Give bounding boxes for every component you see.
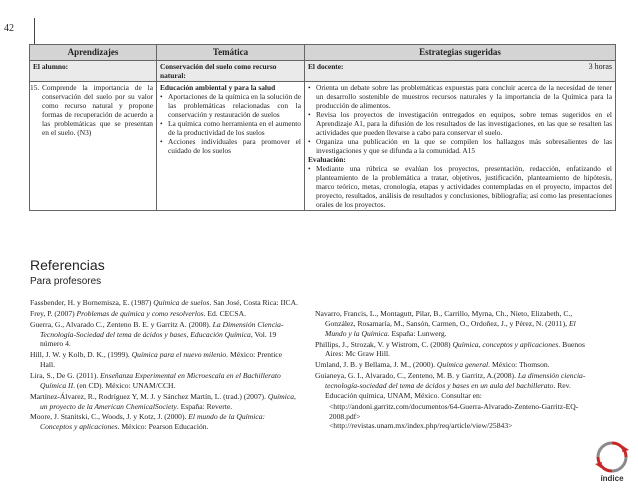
- reference-item: Hill, J. W. y Kolb, D. K., (1999). Química para el nuevo milenio. México: Prentice Hall.: [30, 350, 283, 370]
- reference-link[interactable]: <http://andoni.garritz.com/documentos/64-Guerra-Alvarado-Zenteno-Garritz-EQ-2008.pdf>: [329, 401, 579, 421]
- evaluacion-item: • Mediante una rúbrica se evalúan los proyectos, presentación, redacción, enfatizando el planteamiento de la problemática a tratar, objetivos, justificación, planteamiento de hipótesis, marco teórico, metas, cronología, etapas y actividades contempladas en el proyecto, impactos del proyecto, resultados, análisis de resultados y conclusiones, bibliografía; así como las presentaciones orales de los proyectos.: [308, 164, 612, 209]
- planning-table: [29, 44, 616, 211]
- page-number: 42: [4, 23, 14, 34]
- aprendizaje-text: Comprende la importancia de la conservación del suelo por su valor como recurso natural y propone formas de recuperación de acuerdo a las problemáticas que se presentan en el suelo. (N3): [42, 83, 153, 138]
- references-right-column: [315, 309, 595, 431]
- header-tematica: Temática: [157, 45, 305, 61]
- reference-item: Guerra, G., Alvarado C., Zenteno B. E. y Garritz A. (2008). La Dimensión Ciencia-Tecnología-Sociedad del tema de ácidos y bases, Educación Química, Vol. 19 número 4.: [30, 319, 284, 349]
- index-nav-button[interactable]: [594, 440, 630, 488]
- aprendizaje-cell: [30, 82, 157, 211]
- estrategia-item: • Revisa los proyectos de investigación entregados en equipos, sobre temas sugeridos en el Aprendizaje A1, para la difusión de los resultados de las investigaciones, en las que se resalten las actividades que pueden llevarse a cabo para conservar el suelo.: [308, 110, 612, 137]
- reference-item: Navarro, Francis, L., Montagutt, Pilar, B., Carrillo, Myrna, Ch., Nieto, Elizabeth, C., González, Rosamaría, M., Sansón, Carmen, O., Ordoñez, J., y Pérez, N. (2011), El Mundo y la Química. España: Lunwerg.: [315, 309, 576, 338]
- docente-label: El docente:: [308, 61, 344, 71]
- index-circle-icon: [594, 440, 630, 474]
- tematica-item: • La química como herramienta en el aumento de la productividad de los suelos: [160, 119, 301, 137]
- tematica-label: Conservación del suelo como recurso natural:: [157, 60, 305, 81]
- references-title: Referencias: [30, 257, 105, 273]
- tematica-list: [160, 92, 301, 155]
- evaluacion-label: Evaluación:: [308, 155, 346, 165]
- reference-item: Fassbender, H. y Bornemisza, E. (1987) Química de suelos. San José, Costa Rica: IICA.: [30, 298, 298, 307]
- margin-rule: [34, 18, 35, 44]
- index-label: índice: [600, 474, 624, 483]
- reference-link[interactable]: <http://revistas.unam.mx/index.php/req/article/view/25843>: [329, 421, 513, 431]
- hours-label: 3 horas: [588, 61, 612, 71]
- estrategias-cell: [305, 82, 616, 211]
- tematica-cell: [157, 82, 305, 211]
- reference-item: Umland, J. B. y Bellama, J. M., (2000). Química general. México: Thomson.: [315, 360, 550, 370]
- table-content-row: [30, 82, 616, 211]
- reference-item: Lira, S., De G. (2011). Enseñanza Experimental en Microescala en el Bachillerato Química II. (en CD). México: UNAM/CCH.: [30, 371, 281, 390]
- reference-item: Phillips, J., Strozak, V. y Wistrom, C. (2008) Química, conceptos y aplicaciones. Buenos Aires: Mc Graw Hill.: [315, 339, 585, 359]
- references-left-column: [30, 298, 298, 433]
- table-header-row: [30, 45, 616, 61]
- tematica-item: • Acciones individuales para promover el cuidado de los suelos: [160, 137, 301, 155]
- reference-item: Frey, P. (2007) Problemas de química y como resolverlos. Ed. CECSA.: [30, 308, 246, 318]
- reference-item: Moore, J. Stanitski, C., Woods, J. y Kotz, J. (2000). El mundo de la Química: Conceptos y aplicaciones. México: Pearson Educación.: [30, 412, 266, 432]
- aprendizaje-number: 15.: [30, 83, 40, 93]
- references-subtitle: Para profesores: [30, 276, 102, 287]
- estrategia-item: • Orienta un debate sobre las problemáticas expuestas para concluir acerca de la necesidad de tener un desarrollo sostenible de muestros recursos naturales y la importancia de la Química para la producción de alimentos.: [308, 83, 612, 110]
- tematica-item: • Aportaciones de la química en la solución de las problemáticas relacionadas con la conservación y restauración de suelos: [160, 92, 301, 119]
- header-aprendizajes: Aprendizajes: [30, 45, 157, 61]
- table-subheader-row: [30, 60, 616, 81]
- reference-item: Martínez-Álvarez, R., Rodríguez Y, M. J. y Sánchez Martín, L. (trad.) (2007). Química, un proyecto de la American ChemicalSociety. España: Reverte.: [30, 391, 296, 411]
- header-estrategias: Estrategias sugeridas: [305, 45, 616, 61]
- estrategias-list: [308, 83, 612, 155]
- docente-cell: [305, 60, 616, 81]
- reference-item: Guianeya, G. I., Alvarado, C., Zenteno, M. B. y Garritz, A.(2008). La dimensión ciencia-tecnología-sociedad del tema de ácidos y bases en un aula del bachillerato. Rev. Educación química, UNAM, México. Consultar en:: [315, 371, 586, 400]
- evaluacion-list: [308, 164, 612, 209]
- estrategia-item: • Organiza una publicación en la que se compilen los hallazgos más sobresalientes de las investigaciones y que se difunda a la comunidad. A15: [308, 137, 612, 155]
- tematica-title: Educación ambiental y para la salud: [160, 83, 276, 93]
- alumno-label: El alumno:: [30, 60, 157, 81]
